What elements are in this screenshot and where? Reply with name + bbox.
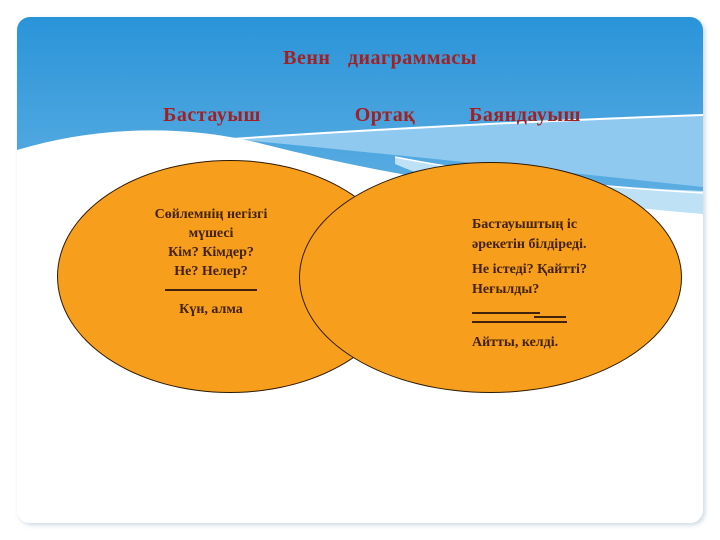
left-ellipse-line: Кім? Кімдер? — [168, 245, 254, 260]
left-ellipse-example: Күн, алма — [179, 302, 243, 317]
column-header-bastauysh: Бастауыш — [163, 104, 261, 126]
left-ellipse-line: мүшесі — [188, 226, 234, 241]
column-header-ortak: Ортақ — [354, 104, 416, 126]
left-ellipse-text — [111, 205, 311, 319]
column-header-bayandauysh: Баяндауыш — [469, 104, 581, 126]
right-ellipse-question-line: Неғылды? — [472, 282, 540, 297]
left-ellipse-line: Сөйлемнің негізгі — [154, 207, 268, 222]
right-ellipse-divider-rule-segment — [534, 316, 566, 318]
right-ellipse-description-line: Бастауыштың іс — [472, 217, 578, 232]
right-ellipse-text — [472, 215, 652, 353]
left-ellipse-line: Не? Нелер? — [174, 264, 248, 279]
slide-title: Венн диаграммасы — [283, 47, 477, 69]
left-ellipse-divider-rule — [165, 289, 257, 291]
right-ellipse-question-line: Не істеді? Қайтті? — [472, 262, 587, 277]
right-ellipse-divider-rule — [472, 312, 540, 314]
right-ellipse-divider-rule — [472, 321, 567, 323]
right-ellipse-description-line: әрекетін білдіреді. — [472, 237, 587, 252]
presentation-slide — [17, 17, 703, 523]
right-ellipse-example: Айтты, келді. — [472, 335, 559, 350]
